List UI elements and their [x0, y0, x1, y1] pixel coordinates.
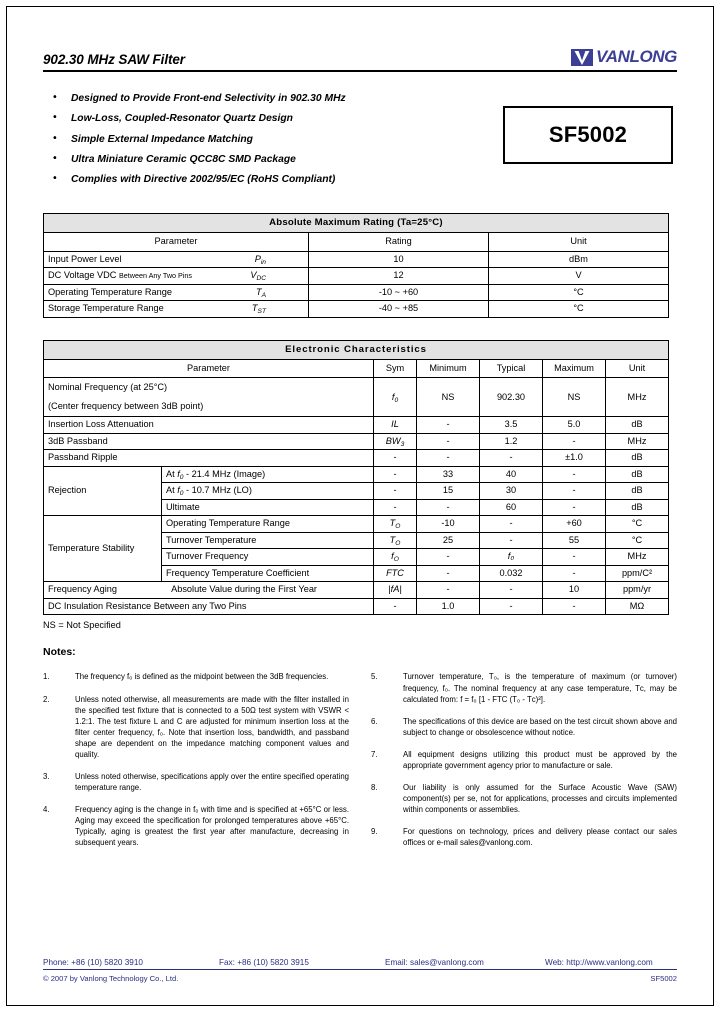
min-cell: - — [417, 433, 480, 450]
table-row — [44, 450, 669, 467]
parameter-cell — [44, 284, 309, 301]
min-cell: 33 — [417, 466, 480, 483]
typ-cell: f₀ — [480, 549, 543, 566]
phone-text: Phone: +86 (10) 5820 3910 — [43, 958, 143, 967]
copyright-row — [43, 974, 677, 983]
symbol-cell: $f_O$ — [374, 549, 417, 566]
note-item — [371, 671, 677, 704]
parameter-label: Input Power Level — [48, 253, 122, 264]
note-text: The frequency f₀ is defined as the midpoint between the 3dB frequencies. — [75, 672, 329, 682]
unit-cell: dBm — [489, 251, 669, 268]
table-header-row — [44, 233, 669, 252]
note-text: Our liability is only assumed for the Surface Acoustic Wave (SAW) component(s) per se, not for applications, processes and circuits implemented within components or assemblies. — [403, 782, 677, 815]
parameter-label: Operating Temperature Range — [48, 286, 172, 297]
column-header: Sym — [374, 359, 417, 378]
note-number: 6. — [371, 716, 378, 726]
min-cell: - — [417, 499, 480, 516]
parameter-cell: DC Insulation Resistance Between any Two Pins — [44, 598, 374, 615]
note-item — [371, 716, 677, 738]
group-label-rejection: Rejection — [44, 466, 162, 516]
max-cell: 55 — [543, 532, 606, 549]
table-row — [44, 466, 669, 483]
list-item: • Low-Loss, Coupled-Resonator Quartz Design — [43, 114, 463, 124]
symbol-cell: FTC — [374, 565, 417, 582]
column-header: Unit — [606, 359, 669, 378]
part-number-box — [503, 106, 673, 164]
typ-cell: - — [480, 532, 543, 549]
parameter-cell: Insertion Loss Attenuation — [44, 417, 374, 434]
unit-cell: MHz — [606, 378, 669, 417]
notes-column-right — [371, 671, 677, 859]
table-row — [44, 284, 669, 301]
unit-cell: °C — [489, 301, 669, 318]
parameter-cell — [44, 251, 309, 268]
rating-cell: 12 — [309, 268, 489, 285]
max-cell: - — [543, 565, 606, 582]
typ-cell: 60 — [480, 499, 543, 516]
typ-cell: - — [480, 582, 543, 599]
fax-text: Fax: +86 (10) 5820 3915 — [219, 958, 309, 967]
table-row — [44, 433, 669, 450]
table-title: Electronic Characteristics — [44, 340, 669, 359]
notes-column-left — [43, 671, 349, 859]
column-header: Minimum — [417, 359, 480, 378]
rating-cell: -40 ~ +85 — [309, 301, 489, 318]
min-cell: - — [417, 549, 480, 566]
note-number: 8. — [371, 782, 378, 792]
min-cell: - — [417, 582, 480, 599]
min-cell: 15 — [417, 483, 480, 500]
parameter-sublabel: Absolute Value during the First Year — [171, 584, 317, 595]
table-title: Absolute Maximum Rating (Ta=25°C) — [44, 214, 669, 233]
max-cell: - — [543, 466, 606, 483]
parameter-symbol: $P_{in}$ — [254, 253, 266, 266]
table-row — [44, 516, 669, 533]
parameter-symbol: $T_A$ — [255, 286, 266, 299]
column-header: Rating — [309, 233, 489, 252]
table-row — [44, 417, 669, 434]
min-cell: - — [417, 565, 480, 582]
note-item — [43, 694, 349, 760]
parameter-cell: Ultimate — [162, 499, 374, 516]
max-cell: - — [543, 598, 606, 615]
parameter-cell: 3dB Passband — [44, 433, 374, 450]
symbol-cell: $f_0$ — [374, 378, 417, 417]
page-title: 902.30 MHz SAW Filter — [43, 52, 185, 67]
typ-cell: - — [480, 598, 543, 615]
symbol-cell: - — [374, 466, 417, 483]
max-cell: - — [543, 483, 606, 500]
max-cell: NS — [543, 378, 606, 417]
note-text: For questions on technology, prices and delivery please contact our sales offices or e-mail sales@vanlong.com. — [403, 827, 677, 848]
table-row — [44, 582, 669, 599]
typ-cell: - — [480, 516, 543, 533]
parameter-cell: Frequency Temperature Coefficient — [162, 565, 374, 582]
parameter-cell — [44, 268, 309, 285]
parameter-symbol: $V_{DC}$ — [250, 270, 266, 283]
unit-cell: ppm/yr — [606, 582, 669, 599]
note-text: All equipment designs utilizing this product must be approved by the appropriate government agency prior to manufacture or sale. — [403, 749, 677, 770]
max-cell: ±1.0 — [543, 450, 606, 467]
max-cell: +60 — [543, 516, 606, 533]
unit-cell: °C — [606, 516, 669, 533]
note-number: 5. — [371, 672, 378, 682]
note-item — [43, 804, 349, 848]
datasheet-page — [6, 6, 714, 1006]
parameter-cell: Operating Temperature Range — [162, 516, 374, 533]
typ-cell: 902.30 — [480, 378, 543, 417]
document-id: SF5002 — [650, 974, 677, 983]
unit-cell: MHz — [606, 433, 669, 450]
min-cell: - — [417, 450, 480, 467]
symbol-cell: IL — [374, 417, 417, 434]
parameter-cell: Passband Ripple — [44, 450, 374, 467]
note-number: 1. — [43, 672, 50, 682]
parameter-label: Frequency Aging — [48, 584, 117, 595]
note-number: 4. — [43, 805, 50, 815]
min-cell: 1.0 — [417, 598, 480, 615]
parameter-cell — [44, 378, 374, 417]
note-number: 2. — [43, 694, 50, 704]
column-header: Parameter — [44, 359, 374, 378]
parameter-sublabel: (Center frequency between 3dB point) — [48, 400, 204, 411]
typ-cell: 40 — [480, 466, 543, 483]
unit-cell: °C — [606, 532, 669, 549]
note-item — [371, 782, 677, 815]
parameter-sublabel: Between Any Two Pins — [119, 271, 192, 281]
max-cell: - — [543, 499, 606, 516]
note-item — [43, 671, 349, 682]
table-row — [44, 598, 669, 615]
column-header: Typical — [480, 359, 543, 378]
unit-cell: ppm/C² — [606, 565, 669, 582]
symbol-cell: $T_O$ — [374, 532, 417, 549]
unit-cell: V — [489, 268, 669, 285]
note-number: 7. — [371, 749, 378, 759]
company-logo — [571, 47, 677, 67]
notes-section — [43, 671, 677, 859]
max-cell: 5.0 — [543, 417, 606, 434]
column-header: Maximum — [543, 359, 606, 378]
absolute-maximum-rating-table — [43, 213, 669, 317]
note-text: Unless noted otherwise, specifications apply over the entire specified operating temperature range. — [75, 771, 349, 792]
electronic-characteristics-table — [43, 340, 669, 615]
note-number: 9. — [371, 827, 378, 837]
unit-cell: dB — [606, 499, 669, 516]
page-header — [43, 47, 677, 72]
symbol-cell: $BW_3$ — [374, 433, 417, 450]
unit-cell: MΩ — [606, 598, 669, 615]
table-row — [44, 301, 669, 318]
feature-list — [43, 94, 463, 195]
unit-cell: dB — [606, 483, 669, 500]
note-number: 3. — [43, 771, 50, 781]
part-number: SF5002 — [548, 122, 628, 147]
max-cell: - — [543, 433, 606, 450]
note-item — [371, 826, 677, 848]
typ-cell: 30 — [480, 483, 543, 500]
note-text: Unless noted otherwise, all measurements are made with the filter installed in the specified test fixture that is connected to a 50Ω test system with VSWR < 1.2:1. The test fixture L and C are adjusted for minimum insertion loss at the filter center frequency, f₀. Note that insertion loss, bandwidth, and passband shape are dependent on the impedance matching component values and quality. — [75, 694, 349, 759]
rating-cell: -10 ~ +60 — [309, 284, 489, 301]
email-text[interactable]: Email: sales@vanlong.com — [385, 958, 484, 967]
note-item — [43, 771, 349, 793]
note-text: Turnover temperature, T₀, is the temperature of maximum (or turnover) frequency, f₀. The nominal frequency at any case temperature, Tᴄ, may be calculated from: f = f₀ [1 - FTC (T₀ - Tᴄ)²]. — [403, 672, 677, 704]
column-header: Parameter — [44, 233, 309, 252]
symbol-cell: $T_O$ — [374, 516, 417, 533]
min-cell: -10 — [417, 516, 480, 533]
table-header-row — [44, 359, 669, 378]
table-row — [44, 251, 669, 268]
parameter-cell: At $f_0 - 10.7$ MHz (LO) — [162, 483, 374, 500]
table-title-row — [44, 340, 669, 359]
note-text: Frequency aging is the change in f₀ with time and is specified at +65°C or less. Aging may exceed the specification for prolonged temperatures above +65°C. Typically, aging is greatest the first year after manufacture, decreasing in subsequent years. — [75, 805, 349, 848]
website-link[interactable]: Web: http://www.vanlong.com — [545, 958, 653, 967]
vanlong-v-mark-icon — [571, 49, 593, 66]
notes-heading: Notes: — [43, 646, 76, 659]
symbol-cell: - — [374, 483, 417, 500]
ns-legend: NS = Not Specified — [43, 620, 121, 631]
unit-cell: dB — [606, 417, 669, 434]
note-text: The specifications of this device are based on the test circuit shown above and subject to change or obsolescence without notice. — [403, 716, 677, 737]
group-label-temperature-stability: Temperature Stability — [44, 516, 162, 582]
typ-cell: 3.5 — [480, 417, 543, 434]
parameter-cell: Turnover Temperature — [162, 532, 374, 549]
typ-cell: - — [480, 450, 543, 467]
min-cell: NS — [417, 378, 480, 417]
unit-cell: dB — [606, 450, 669, 467]
unit-cell: MHz — [606, 549, 669, 566]
symbol-cell: - — [374, 598, 417, 615]
features-section — [43, 94, 677, 195]
list-item: • Complies with Directive 2002/95/EC (RoHS Compliant) — [43, 175, 463, 185]
parameter-cell: At $f_0 - 21.4$ MHz (Image) — [162, 466, 374, 483]
unit-cell: dB — [606, 466, 669, 483]
column-header: Unit — [489, 233, 669, 252]
unit-cell: °C — [489, 284, 669, 301]
list-item: • Simple External Impedance Matching — [43, 135, 463, 145]
max-cell: - — [543, 549, 606, 566]
rating-cell: 10 — [309, 251, 489, 268]
table-title-row — [44, 214, 669, 233]
parameter-label: DC Voltage VDC — [48, 270, 117, 281]
list-item: • Ultra Miniature Ceramic QCC8C SMD Package — [43, 155, 463, 165]
parameter-label: Storage Temperature Range — [48, 303, 164, 314]
parameter-cell — [44, 301, 309, 318]
symbol-cell: - — [374, 450, 417, 467]
max-cell: 10 — [543, 582, 606, 599]
table-row — [44, 268, 669, 285]
typ-cell: 1.2 — [480, 433, 543, 450]
logo-wordmark: VANLONG — [596, 47, 677, 66]
min-cell: - — [417, 417, 480, 434]
page-footer — [43, 958, 677, 983]
parameter-symbol: $T_{ST}$ — [251, 303, 266, 316]
symbol-cell: - — [374, 499, 417, 516]
parameter-cell: Turnover Frequency — [162, 549, 374, 566]
table-row — [44, 378, 669, 417]
note-item — [371, 749, 677, 771]
typ-cell: 0.032 — [480, 565, 543, 582]
parameter-cell — [44, 582, 374, 599]
contact-row — [43, 958, 677, 970]
parameter-label: Nominal Frequency (at 25°C) — [48, 382, 168, 393]
list-item: • Designed to Provide Front-end Selectivity in 902.30 MHz — [43, 94, 463, 104]
symbol-cell: |fA| — [374, 582, 417, 599]
copyright-text: © 2007 by Vanlong Technology Co., Ltd. — [43, 974, 179, 983]
min-cell: 25 — [417, 532, 480, 549]
